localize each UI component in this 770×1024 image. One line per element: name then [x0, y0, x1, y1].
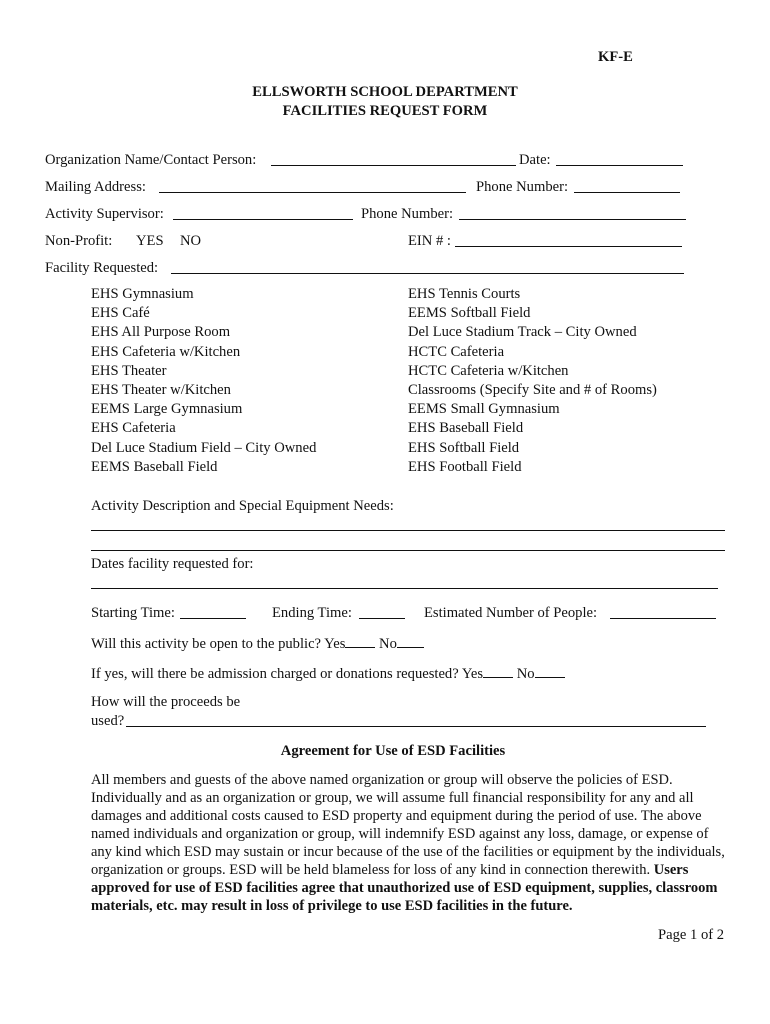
list-item: EHS Cafeteria w/Kitchen — [91, 343, 241, 360]
ein-label: EIN # : — [408, 233, 451, 249]
ending-time-label: Ending Time: — [272, 605, 352, 621]
list-item: EHS Cafeteria — [91, 420, 176, 437]
non-profit-label: Non-Profit: — [45, 233, 113, 249]
org-contact-label: Organization Name/Contact Person: — [45, 152, 257, 168]
list-item: EHS Softball Field — [408, 439, 520, 456]
list-item: EHS Theater w/Kitchen — [91, 382, 231, 399]
dates-requested-label: Dates facility requested for: — [91, 556, 254, 572]
agreement-title: Agreement for Use of ESD Facilities — [280, 743, 506, 759]
ein-field[interactable] — [455, 246, 682, 247]
public-yes-label: Yes — [324, 636, 346, 652]
admission-yes-field[interactable] — [483, 663, 513, 678]
date-label: Date: — [519, 152, 551, 168]
estimated-people-label: Estimated Number of People: — [424, 605, 598, 621]
supervisor-phone-label: Phone Number: — [361, 206, 454, 222]
proceeds-label-line2: used? — [91, 713, 125, 729]
public-question — [91, 633, 424, 653]
list-item: EHS All Purpose Room — [91, 324, 231, 341]
admission-yes-label: Yes — [461, 666, 484, 682]
admission-question-text: If yes, will there be admission charged or donations requested? — [91, 666, 459, 682]
page-subtitle: FACILITIES REQUEST FORM — [282, 103, 488, 119]
agreement-text: All members and guests of the above named organization or group will observe the policies of ESD. Individually and as an organization or group, we will assume full financial responsibility for any and all damages and additional costs caused to ESD property and equipment during the period of use. The above named individuals and organization or group, will indemnify ESD against any loss, damage, or expense of any kind which ESD may sustain or incur because of the use of the facilities or equipment by the individuals, organization or groups. ESD will be held blameless for loss of any kind in connection therewith. — [91, 772, 725, 878]
list-item: EEMS Softball Field — [408, 305, 531, 322]
date-field[interactable] — [556, 165, 683, 166]
starting-time-label: Starting Time: — [91, 605, 175, 621]
list-item: EHS Baseball Field — [408, 420, 524, 437]
facility-requested-field[interactable] — [171, 273, 684, 274]
ending-time-field[interactable] — [359, 618, 405, 619]
page-title: ELLSWORTH SCHOOL DEPARTMENT — [252, 84, 518, 100]
admission-no-label: No — [516, 666, 535, 682]
public-question-text: Will this activity be open to the public? — [91, 636, 322, 652]
list-item: Del Luce Stadium Field – City Owned — [91, 439, 317, 456]
list-item: HCTC Cafeteria — [408, 343, 505, 360]
facility-list-right — [408, 285, 657, 477]
list-item: EEMS Small Gymnasium — [408, 401, 560, 418]
list-item: EEMS Baseball Field — [91, 458, 218, 475]
starting-time-field[interactable] — [180, 618, 246, 619]
activity-description-label: Activity Description and Special Equipment Needs: — [91, 498, 394, 514]
activity-description-field-line1[interactable] — [91, 530, 725, 531]
admission-no-field[interactable] — [535, 663, 565, 678]
list-item: Classrooms (Specify Site and # of Rooms) — [408, 382, 657, 399]
phone-field[interactable] — [574, 192, 680, 193]
admission-question — [91, 663, 565, 683]
dates-requested-field[interactable] — [91, 588, 718, 589]
public-no-label: No — [379, 636, 397, 652]
org-contact-field[interactable] — [271, 165, 516, 166]
agreement-body — [91, 771, 727, 915]
mailing-address-label: Mailing Address: — [45, 179, 146, 195]
estimated-people-field[interactable] — [610, 618, 716, 619]
proceeds-field[interactable] — [126, 726, 706, 727]
list-item: EHS Café — [91, 305, 150, 322]
agreement-warning: Users approved for use of ESD facilities agree that unauthorized use of ESD equipment, supplies, classroom materials, etc. may result in loss of privilege to use ESD facilities in the future. — [91, 862, 718, 914]
list-item: EHS Football Field — [408, 458, 522, 475]
list-item: EEMS Large Gymnasium — [91, 401, 243, 418]
supervisor-phone-field[interactable] — [459, 219, 686, 220]
public-no-field[interactable] — [397, 633, 424, 648]
activity-supervisor-field[interactable] — [173, 219, 353, 220]
activity-description-field-line2[interactable] — [91, 550, 725, 551]
facility-requested-label: Facility Requested: — [45, 260, 159, 276]
mailing-address-field[interactable] — [159, 192, 466, 193]
non-profit-yes-option[interactable]: YES — [136, 233, 164, 249]
activity-supervisor-label: Activity Supervisor: — [45, 206, 164, 222]
list-item: EHS Tennis Courts — [408, 286, 521, 302]
list-item: EHS Theater — [91, 362, 167, 379]
public-yes-field[interactable] — [345, 633, 375, 648]
facility-list-left — [91, 285, 316, 477]
phone-label: Phone Number: — [476, 179, 569, 195]
list-item: Del Luce Stadium Track – City Owned — [408, 324, 637, 341]
list-item: HCTC Cafeteria w/Kitchen — [408, 362, 569, 379]
form-code: KF-E — [598, 49, 633, 65]
page-number: Page 1 of 2 — [658, 927, 725, 943]
proceeds-label-line1: How will the proceeds be — [91, 694, 241, 710]
list-item: EHS Gymnasium — [91, 286, 194, 302]
non-profit-no-option[interactable]: NO — [180, 233, 202, 249]
